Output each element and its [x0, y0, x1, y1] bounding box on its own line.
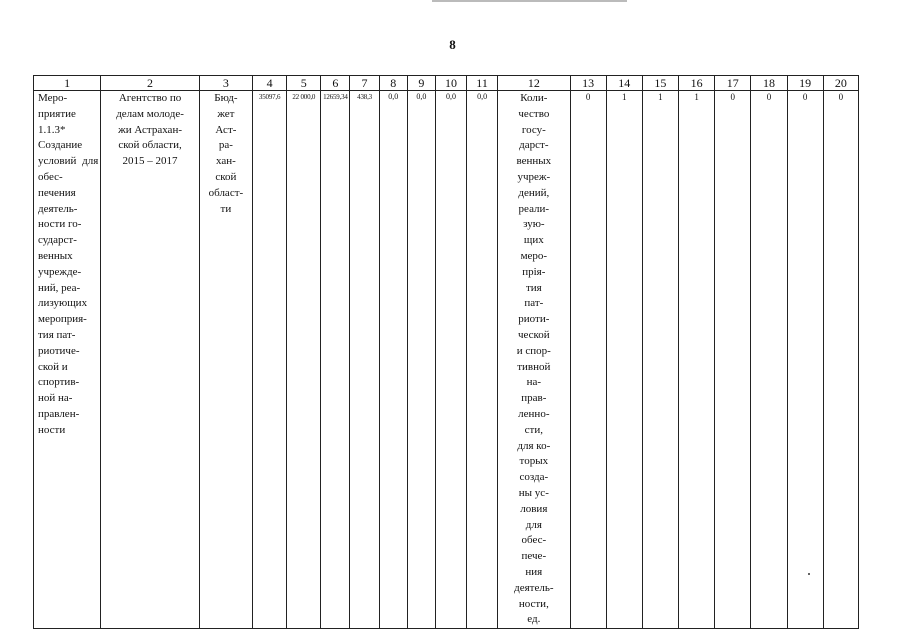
cell-col-9: 0,0 [407, 91, 435, 629]
col-header-2: 2 [101, 76, 199, 91]
col-header-8: 8 [379, 76, 407, 91]
col-header-15: 15 [642, 76, 678, 91]
col-header-19: 19 [787, 76, 823, 91]
cell-col-7: 438,3 [350, 91, 379, 629]
cell-col-11: 0,0 [467, 91, 498, 629]
cell-col-18: 0 [751, 91, 787, 629]
col-header-18: 18 [751, 76, 787, 91]
funding-source-text: Бюд- жет Аст- ра- хан- ской област- ти [208, 92, 244, 215]
col-header-9: 9 [407, 76, 435, 91]
cell-col-4: 35097,6 [253, 91, 287, 629]
col-header-4: 4 [253, 76, 287, 91]
header-row [34, 76, 859, 91]
cell-measure-name [34, 91, 101, 629]
col-header-3: 3 [199, 76, 252, 91]
executor-text: Агентство по делам молоде- жи Астрахан- ской области, 2015 – 2017 [116, 92, 184, 168]
cell-col-14: 1 [606, 91, 642, 629]
col-header-10: 10 [435, 76, 466, 91]
cell-col-6: 12659,34 [321, 91, 350, 629]
col-header-1: 1 [34, 76, 101, 91]
cell-executor [101, 91, 199, 629]
indicator-text: Коли- чество госу- дарст- венных учреж- дений, реали- зую- щих меро- прія- тия пат- риоти- ческой и спор- тивной на- прав- ленно- сти, для ко- торых созда- ны ус- ловия для обес- пече- ния деятель- ности, ед. [514, 92, 554, 626]
cell-col-5: 22 000,0 [287, 91, 321, 629]
cell-col-8: 0,0 [379, 91, 407, 629]
col-header-6: 6 [321, 76, 350, 91]
cell-col-15: 1 [642, 91, 678, 629]
data-table [33, 75, 859, 629]
cell-col-16: 1 [679, 91, 715, 629]
col-header-12: 12 [498, 76, 570, 91]
stray-mark [808, 573, 810, 575]
cell-col-20: 0 [823, 91, 858, 629]
cell-col-13: 0 [570, 91, 606, 629]
page-number: 8 [449, 37, 456, 52]
table-row [34, 91, 859, 629]
col-header-14: 14 [606, 76, 642, 91]
col-header-11: 11 [467, 76, 498, 91]
top-rule [432, 0, 627, 2]
col-header-7: 7 [350, 76, 379, 91]
cell-col-19: 0 [787, 91, 823, 629]
measure-name-text: Меро- приятие 1.1.3* Создание условий для обес- печения деятель- ности го- сударст- венных учрежде- ний, реа- лизующих мероприя- тия пат- риотиче- ской и спортив- ной на- правлен- ности [38, 92, 99, 436]
col-header-5: 5 [287, 76, 321, 91]
cell-funding-source [199, 91, 252, 629]
cell-col-17: 0 [715, 91, 751, 629]
cell-indicator [498, 91, 570, 629]
col-header-17: 17 [715, 76, 751, 91]
col-header-13: 13 [570, 76, 606, 91]
col-header-16: 16 [679, 76, 715, 91]
col-header-20: 20 [823, 76, 858, 91]
cell-col-10: 0,0 [435, 91, 466, 629]
